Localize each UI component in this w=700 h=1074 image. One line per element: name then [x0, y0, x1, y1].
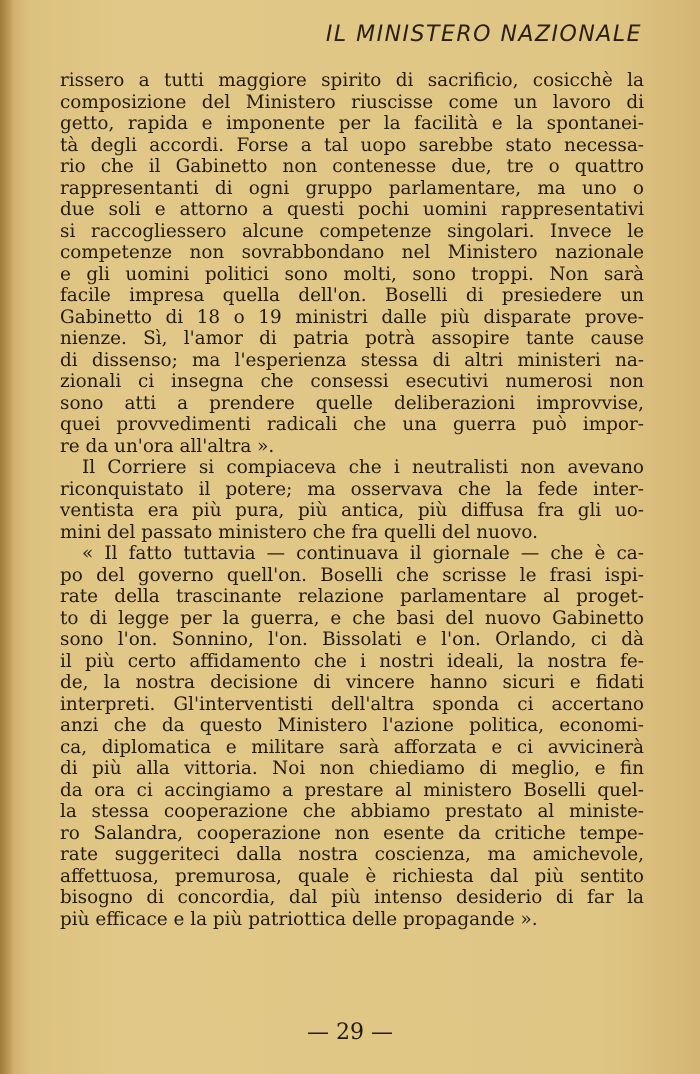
text-line: mini del passato ministero che fra quelli del nuovo.	[60, 521, 539, 543]
page-spine-shadow	[0, 0, 14, 1074]
text-line: ro Salandra, cooperazione non esente da critiche tempe-	[60, 822, 644, 844]
text-line: si raccogliessero alcune competenze singolari. Invece le	[60, 220, 644, 242]
text-line: sono l'on. Sonnino, l'on. Bissolati e l'on. Orlando, ci dà	[60, 629, 644, 650]
running-head: IL MINISTERO NAZIONALE	[325, 22, 642, 47]
text-line: to di legge per la guerra, e che basi del nuovo Gabinetto	[60, 607, 644, 629]
text-line: affettuosa, premurosa, quale è richiesta dal più sentito	[60, 865, 644, 887]
text-line: rate della trascinante relazione parlamentare al proget-	[60, 586, 644, 607]
text-line: facile impresa quella dell'on. Boselli di presiedere un	[60, 285, 644, 306]
text-line: tà degli accordi. Forse a tal uopo sarebbe stato necessa-	[60, 134, 644, 156]
body-text	[60, 70, 644, 930]
text-line: e gli uomini politici sono molti, sono troppi. Non sarà	[60, 263, 644, 285]
text-line: riconquistato il potere; ma osservava che la fede inter-	[60, 478, 644, 500]
text-line: Il Corriere si compiaceva che i neutralisti non avevano	[82, 457, 644, 478]
text-line: competenze non sovrabbondano nel Ministero nazionale	[60, 242, 644, 263]
text-line: di più alla vittoria. Noi non chiediamo di meglio, e fin	[60, 758, 644, 779]
text-line: rio che il Gabinetto non contenesse due, tre o quattro	[60, 156, 644, 177]
text-line: composizione del Ministero riuscisse come un lavoro di	[60, 91, 644, 113]
text-line: da ora ci accingiamo a prestare al ministero Boselli quel-	[60, 779, 644, 801]
text-line: getto, rapida e imponente per la facilità e la spontanei-	[60, 113, 644, 134]
text-line: re da un'ora all'altra ».	[60, 435, 275, 457]
text-line: po del governo quell'on. Boselli che scrisse le frasi ispi-	[60, 564, 644, 586]
text-line: rissero a tutti maggiore spirito di sacrificio, cosicchè la	[60, 70, 644, 91]
text-line: sono atti a prendere quelle deliberazioni improvvise,	[60, 392, 644, 414]
text-line: zionali ci insegna che consessi esecutivi numerosi non	[60, 371, 644, 392]
text-line: di dissenso; ma l'esperienza stessa di altri ministeri na-	[60, 349, 644, 371]
text-line: quei provvedimenti radicali che una guerra può impor-	[60, 414, 644, 435]
text-line: anzi che da questo Ministero l'azione politica, economi-	[60, 715, 644, 736]
text-line: « Il fatto tuttavia — continuava il giornale — che è ca-	[82, 543, 644, 564]
text-line: la stessa cooperazione che abbiamo prestato al ministe-	[60, 801, 644, 822]
text-line: Gabinetto di 18 o 19 ministri dalle più disparate prove-	[60, 306, 644, 328]
text-line: interpreti. Gl'interventisti dell'altra sponda ci accertano	[60, 693, 644, 715]
text-line: bisogno di concordia, dal più intenso desiderio di far la	[60, 887, 644, 908]
text-line: più efficace e la più patriottica delle propagande ».	[60, 908, 538, 930]
text-line: il più certo affidamento che i nostri ideali, la nostra fe-	[60, 650, 644, 672]
text-line: due soli e attorno a questi pochi uomini rappresentativi	[60, 199, 644, 220]
text-line: rappresentanti di ogni gruppo parlamentare, ma uno o	[60, 177, 644, 199]
text-line: rate suggeriteci dalla nostra coscienza, ma amichevole,	[60, 844, 644, 865]
text-line: ventista era più pura, più antica, più diffusa fra gli uo-	[60, 500, 644, 521]
text-line: nienze. Sì, l'amor di patria potrà assopire tante cause	[60, 328, 644, 349]
text-line: de, la nostra decisione di vincere hanno sicuri e fidati	[60, 672, 644, 693]
page-number: — 29 —	[307, 1020, 393, 1045]
text-line: ca, diplomatica e militare sarà afforzata e ci avvicinerà	[60, 736, 644, 758]
